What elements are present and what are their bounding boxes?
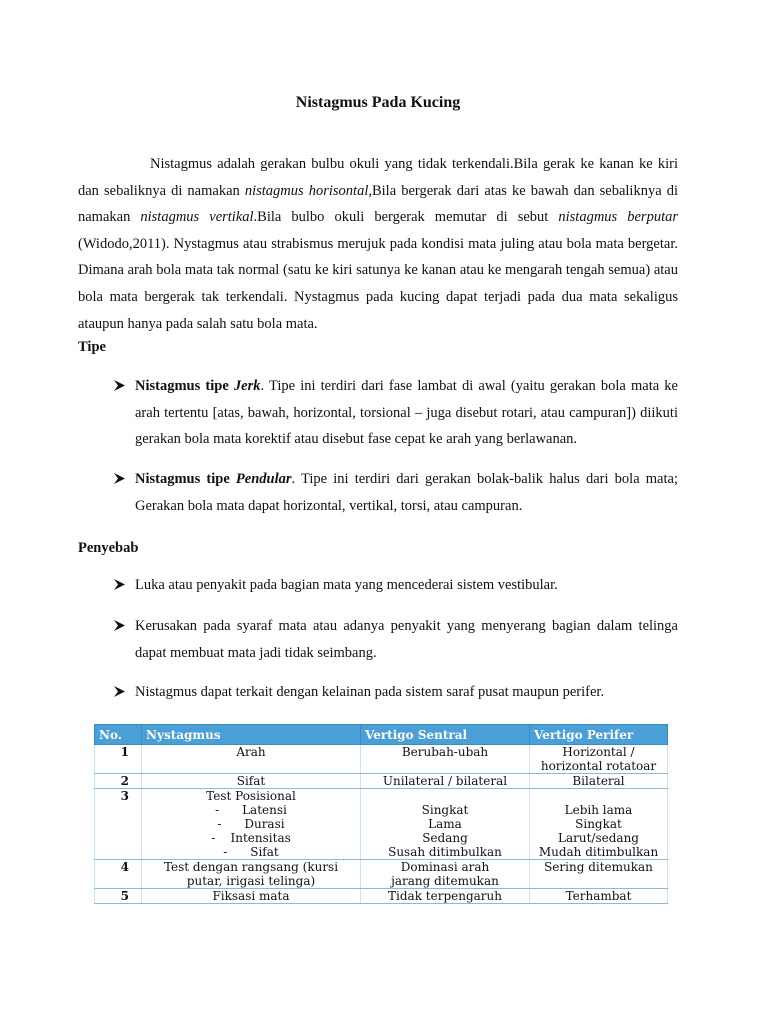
intro-text-4: (Widodo,2011). Nystagmus atau strabismus merujuk pada kondisi mata juling atau bola mata bergetar. Dimana arah bola mata tak normal (satu ke kiri satunya ke kanan atau ke mengarah tengah semua) atau bola mata bergerak tak terkendali. Nystagmus pada kucing dapat terjadi pada dua mata sekaligus ataupun hanya pada salah satu bola mata. <box>78 235 678 332</box>
bullet-jerk <box>114 373 678 453</box>
nystagmus-cell: Sifat <box>142 774 361 789</box>
intro-italic-2: nistagmus vertikal <box>140 209 254 226</box>
arrow-bullet-icon <box>114 373 134 391</box>
table-row <box>95 774 668 789</box>
table-row <box>95 889 668 904</box>
arrow-bullet-icon <box>114 572 134 590</box>
sentral-cell: Dominasi arah jarang ditemukan <box>361 860 530 889</box>
section-heading-tipe: Tipe <box>78 339 106 355</box>
nystagmus-cell: Test dengan rangsang (kursi putar, irigasi telinga) <box>142 860 361 889</box>
row-number: 2 <box>95 774 142 789</box>
intro-text-2: ,Bila bergerak dari atas ke bawah dan sebaliknya di namakan <box>78 182 678 226</box>
penyebab-text-3: Nistagmus dapat terkait dengan kelainan pada sistem saraf pusat maupun perifer. <box>135 684 605 700</box>
arrow-bullet-icon <box>114 613 134 631</box>
nystagmus-cell: Arah <box>142 745 361 774</box>
table-header-no: No. <box>95 725 142 745</box>
row-number: 5 <box>95 889 142 904</box>
row-number: 4 <box>95 860 142 889</box>
section-heading-penyebab: Penyebab <box>78 540 139 556</box>
intro-text-3: .Bila bulbo okuli bergerak memutar di sebut <box>253 209 559 226</box>
perifer-cell: Terhambat <box>530 889 668 904</box>
jerk-label-italic: Jerk <box>233 378 261 394</box>
nystagmus-cell: Fiksasi mata <box>142 889 361 904</box>
pendular-label-italic: Pendular <box>235 471 292 487</box>
arrow-bullet-icon <box>114 466 134 484</box>
document-title: Nistagmus Pada Kucing <box>295 94 461 111</box>
table-header-row <box>95 725 668 745</box>
intro-italic-1: nistagmus horisontal <box>244 182 369 199</box>
sentral-cell: Unilateral / bilateral <box>361 774 530 789</box>
table-header-vertigo-sentral: Vertigo Sentral <box>361 725 530 745</box>
bullet-penyebab-2 <box>114 613 678 666</box>
arrow-bullet-icon <box>114 679 134 697</box>
perifer-cell: Lebih lama Singkat Larut/sedang Mudah ditimbulkan <box>530 789 668 860</box>
pendular-label: Nistagmus tipe <box>135 471 236 487</box>
table-row <box>95 789 668 860</box>
row-number: 3 <box>95 789 142 860</box>
intro-italic-3: nistagmus berputar <box>558 209 678 226</box>
nystagmus-comparison-table <box>94 724 668 904</box>
bullet-pendular <box>114 466 678 519</box>
perifer-cell: Sering ditemukan <box>530 860 668 889</box>
perifer-cell: Bilateral <box>530 774 668 789</box>
jerk-text: . Tipe ini terdiri dari fase lambat di awal (yaitu gerakan bola mata ke arah tertentu [atas, bawah, horizontal, torsional – juga disebut rotari, atau campuran]) diikuti gerakan bola mata korektif atau disebut fase cepat ke arah yang berlawanan. <box>135 378 678 448</box>
sentral-cell: Tidak terpengaruh <box>361 889 530 904</box>
table-row <box>95 860 668 889</box>
penyebab-text-2: Kerusakan pada syaraf mata atau adanya penyakit yang menyerang bagian dalam telinga dapat membuat mata jadi tidak seimbang. <box>135 618 678 661</box>
sentral-cell: Berubah-ubah <box>361 745 530 774</box>
intro-paragraph <box>78 151 678 337</box>
penyebab-text-1: Luka atau penyakit pada bagian mata yang mencederai sistem vestibular. <box>135 577 558 593</box>
table-header-vertigo-perifer: Vertigo Perifer <box>530 725 668 745</box>
bullet-penyebab-3 <box>114 679 678 706</box>
table-header-nystagmus: Nystagmus <box>142 725 361 745</box>
intro-text-1: Nistagmus adalah gerakan bulbu okuli yang tidak terkendali.Bila gerak ke kanan ke kiri dan sebaliknya di namakan <box>78 156 678 199</box>
row-number: 1 <box>95 745 142 774</box>
sentral-cell: Singkat Lama Sedang Susah ditimbulkan <box>361 789 530 860</box>
bullet-penyebab-1 <box>114 572 678 599</box>
jerk-label: Nistagmus tipe <box>135 378 234 394</box>
pendular-text: . Tipe ini terdiri dari gerakan bolak-balik halus dari bola mata; Gerakan bola mata dapat horizontal, vertikal, torsi, atau campuran. <box>135 471 678 514</box>
perifer-cell: Horizontal / horizontal rotatoar <box>530 745 668 774</box>
table-row <box>95 745 668 774</box>
nystagmus-cell: Test Posisional - Latensi - Durasi - Intensitas - Sifat <box>142 789 361 860</box>
